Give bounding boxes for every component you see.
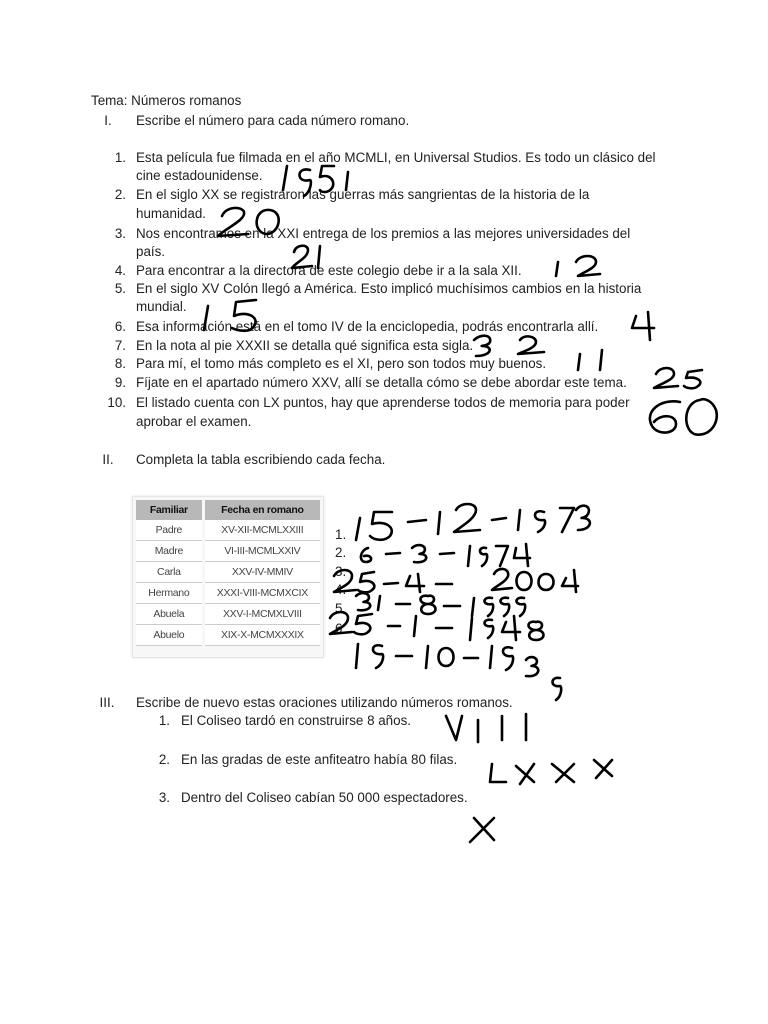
handwriting-date-5 — [330, 612, 544, 640]
handwriting-date-4 — [356, 593, 525, 616]
list-item-text: En el siglo XX se registraron las guerras más sangrientas de la historia de la — [136, 187, 590, 202]
list-item-text: Dentro del Coliseo cabían 50 000 espectadores. — [181, 790, 468, 805]
section-2-numeral: II. — [102, 452, 114, 467]
list-item-text: Nos encontramos en la XXI entrega de los premios a las mejores universidades del — [136, 226, 631, 241]
list-item-number: 9. — [114, 375, 126, 390]
handwriting-date-6 — [356, 644, 561, 700]
answer-number: 3. — [335, 564, 347, 579]
handwriting-date-2 — [361, 544, 530, 566]
table-cell: Madre — [136, 541, 203, 562]
handwriting-4 — [632, 312, 654, 340]
table-cell: XIX-X-MCMXXXIX — [203, 625, 320, 646]
list-item-text: Para encontrar a la directora de este colegio debe ir a la sala XII. — [136, 263, 522, 278]
list-item-number: 5. — [114, 281, 126, 296]
section-1-heading: Escribe el número para cada número romano. — [136, 113, 410, 128]
handwriting-20 — [218, 208, 279, 236]
list-item-number: 2. — [158, 752, 170, 767]
table-cell: XXV-IV-MMIV — [203, 562, 320, 583]
table-cell: XV-XII-MCMLXXIII — [203, 520, 320, 541]
answer-number: 1. — [335, 527, 347, 542]
table-header-fecha: Fecha en romano — [203, 500, 320, 520]
answer-number: 6. — [335, 621, 347, 636]
list-item-number: 1. — [114, 150, 126, 165]
list-item-number: 8. — [114, 356, 126, 371]
list-item-text: En el siglo XV Colón llegó a América. Esto implicó muchísimos cambios en la historia — [136, 281, 642, 296]
list-item-text: El Coliseo tardó en construirse 8 años. — [181, 713, 411, 728]
list-item-text: En la nota al pie XXXII se detalla qué significa esta sigla. — [136, 338, 474, 353]
handwriting-60 — [650, 399, 717, 434]
handwriting-lxxx — [490, 760, 612, 784]
handwriting-1951 — [283, 166, 348, 196]
handwriting-date-1 — [356, 504, 590, 540]
list-item-number: 1. — [158, 713, 170, 728]
section-2-heading: Completa la tabla escribiendo cada fecha. — [136, 452, 386, 467]
list-item-number: 6. — [114, 319, 126, 334]
answer-number: 2. — [335, 545, 347, 560]
table-cell: XXXI-VIII-MCMXCIX — [203, 583, 320, 604]
handwriting-32 — [474, 336, 544, 356]
list-item-text: En las gradas de este anfiteatro había 80 filas. — [181, 752, 458, 767]
list-item-number: 7. — [114, 338, 126, 353]
section-1-numeral: I. — [104, 113, 112, 128]
handwriting-11 — [578, 350, 602, 370]
table-cell: Carla — [136, 562, 203, 583]
list-item-text: Esta película fue filmada en el año MCMLI, en Universal Studios. Es todo un clásico del — [136, 150, 656, 165]
list-item-text: Para mí, el tomo más completo es el XI, pero son todos muy buenos. — [136, 356, 547, 371]
list-item-text: aprobar el examen. — [136, 414, 252, 429]
list-item-number: 4. — [114, 263, 126, 278]
handwriting-x — [470, 818, 494, 842]
answer-number: 4. — [335, 582, 347, 597]
handwriting-12 — [556, 256, 600, 276]
answer-number: 5. — [335, 601, 347, 616]
list-item-number: 2. — [114, 187, 126, 202]
section-3-heading: Escribe de nuevo estas oraciones utilizando números romanos. — [136, 695, 513, 710]
list-item-text: El listado cuenta con LX puntos, hay que aprenderse todos de memoria para poder — [136, 395, 630, 410]
table-header-familiar: Familiar — [136, 500, 203, 520]
list-item-text: humanidad. — [136, 206, 206, 221]
list-item-text: mundial. — [136, 299, 187, 314]
list-item-text: Esa información está en el tomo IV de la enciclopedia, podrás encontrarla allí. — [136, 319, 599, 334]
handwriting-15 — [204, 300, 256, 331]
list-item-number: 3. — [114, 226, 126, 241]
table-cell: XXV-I-MCMXLVIII — [203, 604, 320, 625]
handwriting-date-3 — [334, 569, 578, 592]
handwriting-21 — [292, 246, 320, 268]
list-item-text: cine estadounidense. — [136, 168, 263, 183]
table-cell: Abuela — [136, 604, 203, 625]
table-cell: Padre — [136, 520, 203, 541]
handwriting-25 — [654, 368, 702, 388]
table-cell: Hermano — [136, 583, 203, 604]
document-title: Tema: Números romanos — [91, 93, 242, 108]
list-item-number: 3. — [158, 790, 170, 805]
table-cell: VI-III-MCMLXXIV — [203, 541, 320, 562]
section-3-numeral: III. — [99, 695, 115, 710]
table-cell: Abuelo — [136, 625, 203, 646]
handwriting-viii — [446, 714, 526, 742]
list-item-text: Fíjate en el apartado número XXV, allí se detalla cómo se debe abordar este tema. — [136, 375, 627, 390]
list-item-text: país. — [136, 244, 166, 259]
list-item-number: 10. — [107, 395, 126, 410]
